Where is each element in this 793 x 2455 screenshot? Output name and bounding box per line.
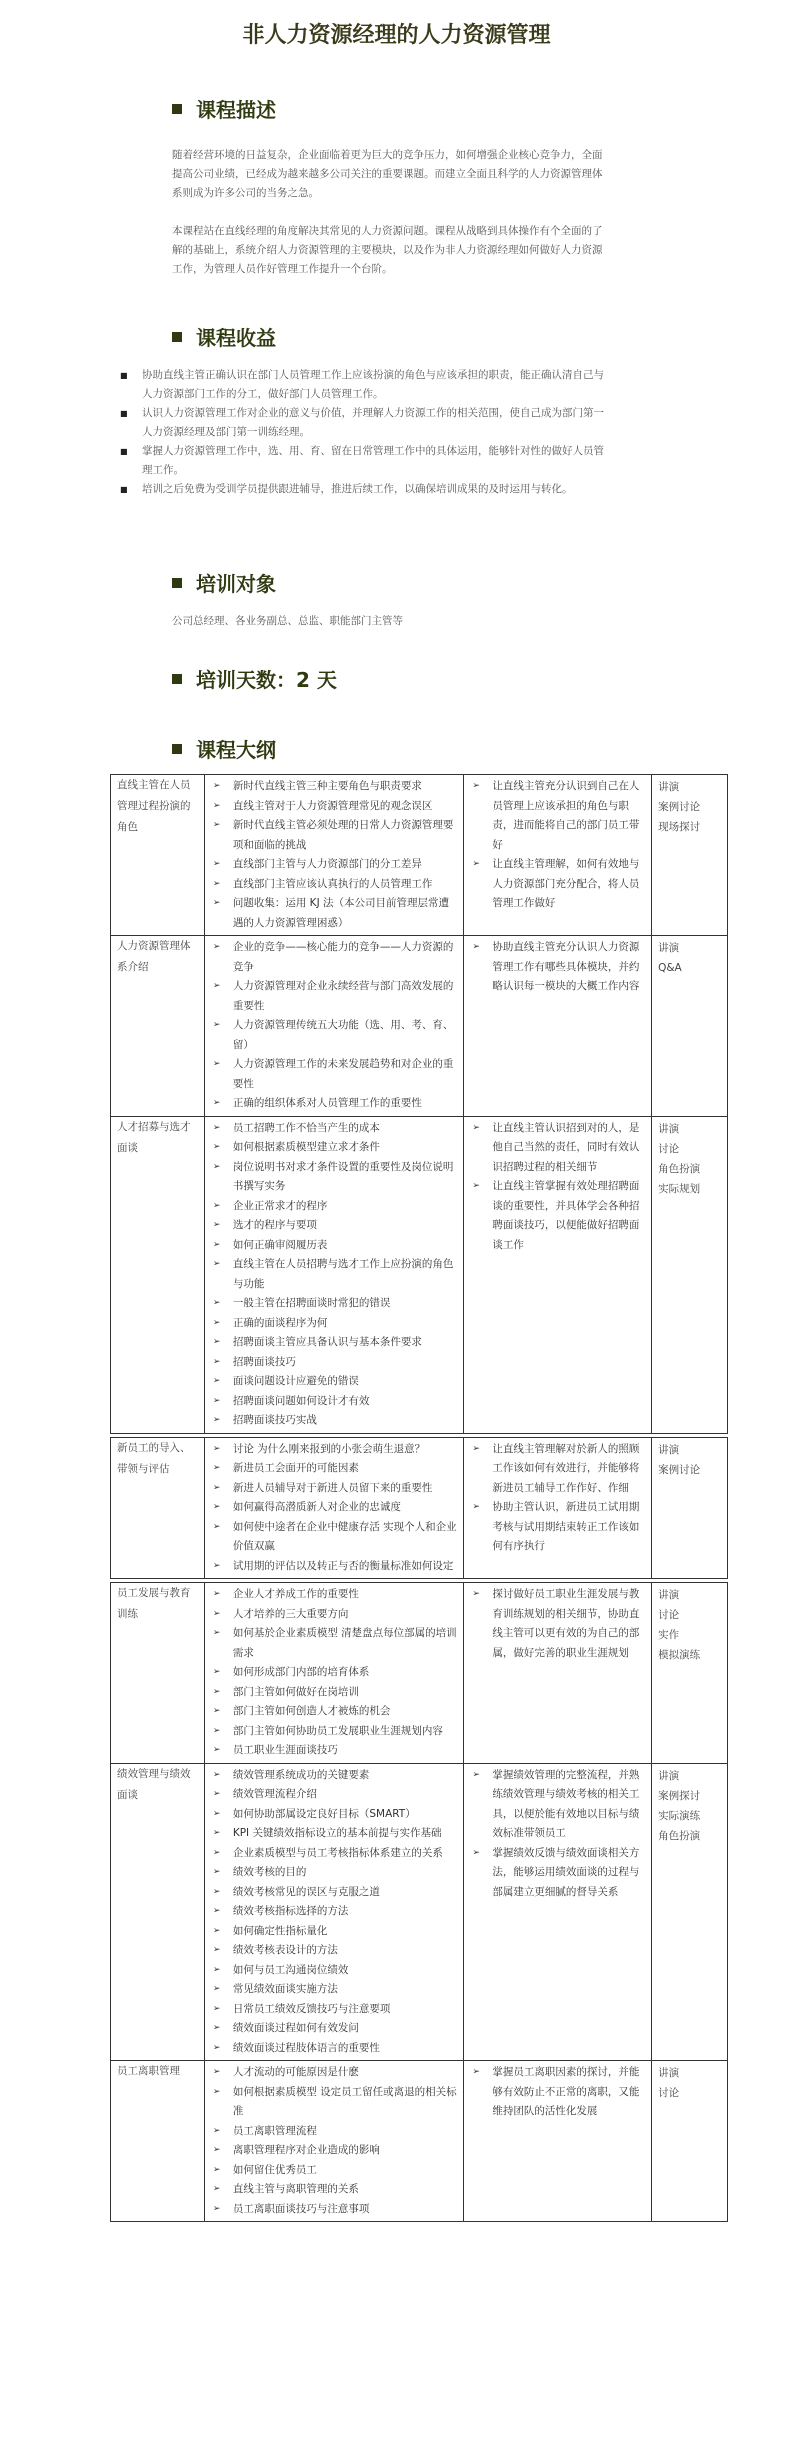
module-goals	[464, 936, 652, 1117]
section-heading-audience	[172, 568, 276, 597]
list-item: ➢ 直线主管与离职管理的关系	[209, 2180, 460, 2200]
module-method: 讲演 案例探讨 实际演练 角色扮演	[652, 1763, 728, 2061]
list-item: ➢ 直线部门主管应该认真执行的人员管理工作	[209, 875, 460, 895]
list-item: ➢ 如何基於企业素质模型 清楚盘点每位部属的培训需求	[209, 1624, 460, 1663]
module-goals	[464, 1116, 652, 1433]
section-heading-label: 课程收益	[196, 326, 276, 350]
list-item: ➢ 人力资源管理传统五大功能（选、用、考、育、留）	[209, 1016, 460, 1055]
list-item: ➢ 绩效考核指标选择的方法	[209, 1902, 460, 1922]
list-item: ■ 掌握人力资源管理工作中，选、用、育、留在日常管理工作中的具体运用，能够针对性的做好人员管理工作。	[120, 442, 610, 480]
module-topic: 直线主管在人员管理过程扮演的角色	[111, 775, 205, 936]
list-item: ➢ 直线部门主管与人力资源部门的分工差异	[209, 855, 460, 875]
page-title: 非人力资源经理的人力资源管理	[242, 23, 551, 48]
content-list	[209, 777, 460, 933]
list-item: ➢ 让直线主管理解，如何有效地与人力资源部门充分配合，将人员管理工作做好	[468, 855, 647, 914]
module-content	[204, 1437, 464, 1579]
goals-list	[468, 777, 647, 914]
module-topic: 员工发展与教育训练	[111, 1583, 205, 1764]
content-list	[209, 1766, 460, 2059]
list-item: ➢ 员工职业生涯面谈技巧	[209, 1741, 460, 1761]
section-heading-label: 培训对象	[196, 572, 276, 596]
content-list	[209, 1585, 460, 1761]
list-item: ➢ 讨论 为什么刚来报到的小张会萌生退意？	[209, 1440, 460, 1460]
list-item: ➢ 掌握绩效反馈与绩效面谈相关方法，能够运用绩效面谈的过程与部属建立更细腻的督导关系	[468, 1844, 647, 1903]
list-item: ➢ 让直线主管充分认识到自己在人员管理上应该承担的角色与职责，进而能将自己的部门员工带好	[468, 777, 647, 855]
section-heading-days	[172, 664, 337, 693]
list-item: ➢ 招聘面谈技巧	[209, 1353, 460, 1373]
module-content	[204, 2061, 464, 2222]
goals-list	[468, 1766, 647, 1903]
module-goals	[464, 775, 652, 936]
list-item: ➢ 日常员工绩效反馈技巧与注意要项	[209, 2000, 460, 2020]
list-item: ➢ 人力资源管理对企业永续经营与部门高效发展的重要性	[209, 977, 460, 1016]
list-item: ➢ 如何确定性指标量化	[209, 1922, 460, 1942]
module-method: 讲演 Q&A	[652, 936, 728, 1117]
list-item: ➢ 面谈问题设计应避免的错误	[209, 1372, 460, 1392]
table-row	[111, 936, 728, 1117]
list-item: ➢ 部门主管如何做好在岗培训	[209, 1683, 460, 1703]
list-item: ➢ 绩效考核的目的	[209, 1863, 460, 1883]
list-item: ➢ 掌握绩效管理的完整流程，并熟练绩效管理与绩效考核的相关工具，以便於能有效地以目标与绩效标准带领员工	[468, 1766, 647, 1844]
list-item: ➢ 如何赢得高潜质新人对企业的忠诚度	[209, 1498, 460, 1518]
list-item: ➢ 如何留住优秀员工	[209, 2161, 460, 2181]
list-item: ➢ 企业素质模型与员工考核指标体系建立的关系	[209, 1844, 460, 1864]
module-content	[204, 1583, 464, 1764]
list-item: ➢ 探讨做好员工职业生涯发展与教育训练规划的相关细节，协助直线主管可以更有效的为自己的部属，做好完善的职业生涯规划	[468, 1585, 647, 1663]
list-item: ➢ 招聘面谈主管应具备认识与基本条件要求	[209, 1333, 460, 1353]
module-content	[204, 936, 464, 1117]
list-item: ■ 认识人力资源管理工作对企业的意义与价值，并理解人力资源工作的相关范围，使自己成为部门第一人力资源经理及部门第一训练经理。	[120, 404, 610, 442]
list-item: ➢ 企业的竞争——核心能力的竞争——人力资源的竞争	[209, 938, 460, 977]
list-item: ➢ 问题收集：运用 KJ 法（本公司目前管理层常遭遇的人力资源管理困惑）	[209, 894, 460, 933]
table-row	[111, 1437, 728, 1579]
list-item: ➢ 人力资源管理工作的未来发展趋势和对企业的重要性	[209, 1055, 460, 1094]
list-item: ➢ 让直线主管掌握有效处理招聘面谈的重要性，并具体学会各种招聘面谈技巧，以便能做好招聘面谈工作	[468, 1177, 647, 1255]
list-item: ➢ 如何与员工沟通岗位绩效	[209, 1961, 460, 1981]
module-method: 讲演 讨论	[652, 2061, 728, 2222]
content-list	[209, 2063, 460, 2219]
goals-list	[468, 1585, 647, 1663]
list-item: ➢ 一般主管在招聘面谈时常犯的错误	[209, 1294, 460, 1314]
list-item: ➢ 正确的组织体系对人员管理工作的重要性	[209, 1094, 460, 1114]
goals-list	[468, 1119, 647, 1256]
goals-list	[468, 938, 647, 997]
list-item: ➢ 绩效管理系统成功的关键要素	[209, 1766, 460, 1786]
list-item: ➢ 常见绩效面谈实施方法	[209, 1980, 460, 2000]
table-row	[111, 2061, 728, 2222]
section-heading-label: 培训天数：2 天	[196, 668, 337, 692]
table-row	[111, 1116, 728, 1433]
list-item: ➢ KPI 关键绩效指标设立的基本前提与实作基础	[209, 1824, 460, 1844]
benefits-list	[120, 366, 610, 499]
audience-text: 公司总经理、各业务副总、总监、职能部门主管等	[172, 615, 403, 627]
module-method: 讲演 讨论 实作 模拟演练	[652, 1583, 728, 1764]
module-method: 讲演 案例讨论	[652, 1437, 728, 1579]
module-content	[204, 1116, 464, 1433]
list-item: ➢ 部门主管如何协助员工发展职业生涯规划内容	[209, 1722, 460, 1742]
list-item: ➢ 如何根据素质模型建立求才条件	[209, 1138, 460, 1158]
description-paragraph-1: 随着经营环境的日益复杂，企业面临着更为巨大的竞争压力，如何增强企业核心竞争力，全面提高公司业绩，已经成为越来越多公司关注的重要课题。而建立全面且科学的人力资源管理体系则成为许多公司的当务之急。	[172, 149, 603, 199]
list-item: ➢ 部门主管如何创造人才被炼的机会	[209, 1702, 460, 1722]
list-item: ➢ 新进员工会面开的可能因素	[209, 1459, 460, 1479]
list-item: ➢ 岗位说明书对求才条件设置的重要性及岗位说明书撰写实务	[209, 1158, 460, 1197]
list-item: ➢ 招聘面谈技巧实战	[209, 1411, 460, 1431]
table-row	[111, 1583, 728, 1764]
list-item: ➢ 招聘面谈问题如何设计才有效	[209, 1392, 460, 1412]
list-item: ➢ 离职管理程序对企业造成的影响	[209, 2141, 460, 2161]
list-item: ➢ 新时代直线主管必须处理的日常人力资源管理要项和面临的挑战	[209, 816, 460, 855]
module-method: 讲演 讨论 角色扮演 实际规划	[652, 1116, 728, 1433]
list-item: ➢ 员工离职面谈技巧与注意事项	[209, 2200, 460, 2220]
square-bullet-icon	[172, 578, 182, 588]
content-list	[209, 1119, 460, 1431]
list-item: ➢ 企业人才养成工作的重要性	[209, 1585, 460, 1605]
square-bullet-icon	[172, 332, 182, 342]
module-content	[204, 775, 464, 936]
list-item: ➢ 新进人员辅导对于新进人员留下来的重要性	[209, 1479, 460, 1499]
list-item: ➢ 掌握员工离职因素的探讨，并能够有效防止不正常的离职，又能维持团队的活性化发展	[468, 2063, 647, 2122]
list-item: ➢ 新时代直线主管三种主要角色与职责要求	[209, 777, 460, 797]
module-goals	[464, 1583, 652, 1764]
outline-table	[110, 774, 728, 2222]
module-topic: 人力资源管理体系介绍	[111, 936, 205, 1117]
list-item: ➢ 绩效管理流程介绍	[209, 1785, 460, 1805]
goals-list	[468, 2063, 647, 2122]
list-item: ➢ 人才流动的可能原因是什麽	[209, 2063, 460, 2083]
list-item: ➢ 让直线主管理解对於新人的照顾工作该如何有效进行，并能够将新进员工辅导工作作好、作细	[468, 1440, 647, 1499]
list-item: ➢ 如何根据素质模型 设定员工留任或离退的相关标准	[209, 2083, 460, 2122]
section-heading-benefits	[172, 322, 276, 351]
module-goals	[464, 2061, 652, 2222]
list-item: ➢ 协助直线主管充分认识人力资源管理工作有哪些具体模块，并约略认识每一模块的大概工作内容	[468, 938, 647, 997]
list-item: ➢ 试用期的评估以及转正与否的衡量标准如何设定	[209, 1557, 460, 1577]
list-item: ➢ 企业正常求才的程序	[209, 1197, 460, 1217]
list-item: ➢ 协助主管认识，新进员工试用期考核与试用期结束转正工作该如何有序执行	[468, 1498, 647, 1557]
list-item: ➢ 绩效考核表设计的方法	[209, 1941, 460, 1961]
list-item: ➢ 人才培养的三大重要方向	[209, 1605, 460, 1625]
list-item: ➢ 如何协助部属设定良好目标（SMART）	[209, 1805, 460, 1825]
list-item: ➢ 让直线主管认识招到对的人，是他自己当然的责任，同时有效认识招聘过程的相关细节	[468, 1119, 647, 1178]
module-topic: 员工离职管理	[111, 2061, 205, 2222]
list-item: ➢ 员工离职管理流程	[209, 2122, 460, 2142]
module-content	[204, 1763, 464, 2061]
list-item: ■ 培训之后免费为受训学员提供跟进辅导，推进后续工作，以确保培训成果的及时运用与转化。	[120, 480, 610, 499]
list-item: ➢ 直线主管对于人力资源管理常见的观念误区	[209, 797, 460, 817]
module-topic: 人才招募与选才面谈	[111, 1116, 205, 1433]
list-item: ➢ 如何形成部门内部的培育体系	[209, 1663, 460, 1683]
list-item: ➢ 正确的面谈程序为何	[209, 1314, 460, 1334]
section-heading-description	[172, 94, 276, 123]
list-item: ➢ 选才的程序与要项	[209, 1216, 460, 1236]
list-item: ➢ 如何正确审阅履历表	[209, 1236, 460, 1256]
square-bullet-icon	[172, 744, 182, 754]
list-item: ➢ 直线主管在人员招聘与选才工作上应扮演的角色与功能	[209, 1255, 460, 1294]
table-row	[111, 775, 728, 936]
module-topic: 新员工的导入、带领与评估	[111, 1437, 205, 1579]
square-bullet-icon	[172, 674, 182, 684]
description-paragraph-2: 本课程站在直线经理的角度解决其常见的人力资源问题。课程从战略到具体操作有个全面的了解的基础上，系统介绍人力资源管理的主要模块，以及作为非人力资源经理如何做好人力资源工作，为管理人员作好管理工作提升一个台阶。	[172, 225, 603, 275]
list-item: ➢ 绩效面谈过程肢体语言的重要性	[209, 2039, 460, 2059]
list-item: ■ 协助直线主管正确认识在部门人员管理工作上应该扮演的角色与应该承担的职责，能正确认清自己与人力资源部门工作的分工，做好部门人员管理工作。	[120, 366, 610, 404]
outline-table-body	[111, 775, 728, 2222]
list-item: ➢ 如何使中途者在企业中健康存活 实现个人和企业价值双赢	[209, 1518, 460, 1557]
table-row	[111, 1763, 728, 2061]
list-item: ➢ 员工招聘工作不恰当产生的成本	[209, 1119, 460, 1139]
module-goals	[464, 1437, 652, 1579]
section-heading-label: 课程描述	[196, 98, 276, 122]
section-heading-outline	[172, 734, 276, 763]
list-item: ➢ 绩效面谈过程如何有效发问	[209, 2019, 460, 2039]
goals-list	[468, 1440, 647, 1557]
section-heading-label: 课程大纲	[196, 738, 276, 762]
list-item: ➢ 绩效考核常见的误区与克服之道	[209, 1883, 460, 1903]
content-list	[209, 1440, 460, 1577]
square-bullet-icon	[172, 104, 182, 114]
content-list	[209, 938, 460, 1114]
module-topic: 绩效管理与绩效面谈	[111, 1763, 205, 2061]
module-method: 讲演 案例讨论 现场探讨	[652, 775, 728, 936]
module-goals	[464, 1763, 652, 2061]
